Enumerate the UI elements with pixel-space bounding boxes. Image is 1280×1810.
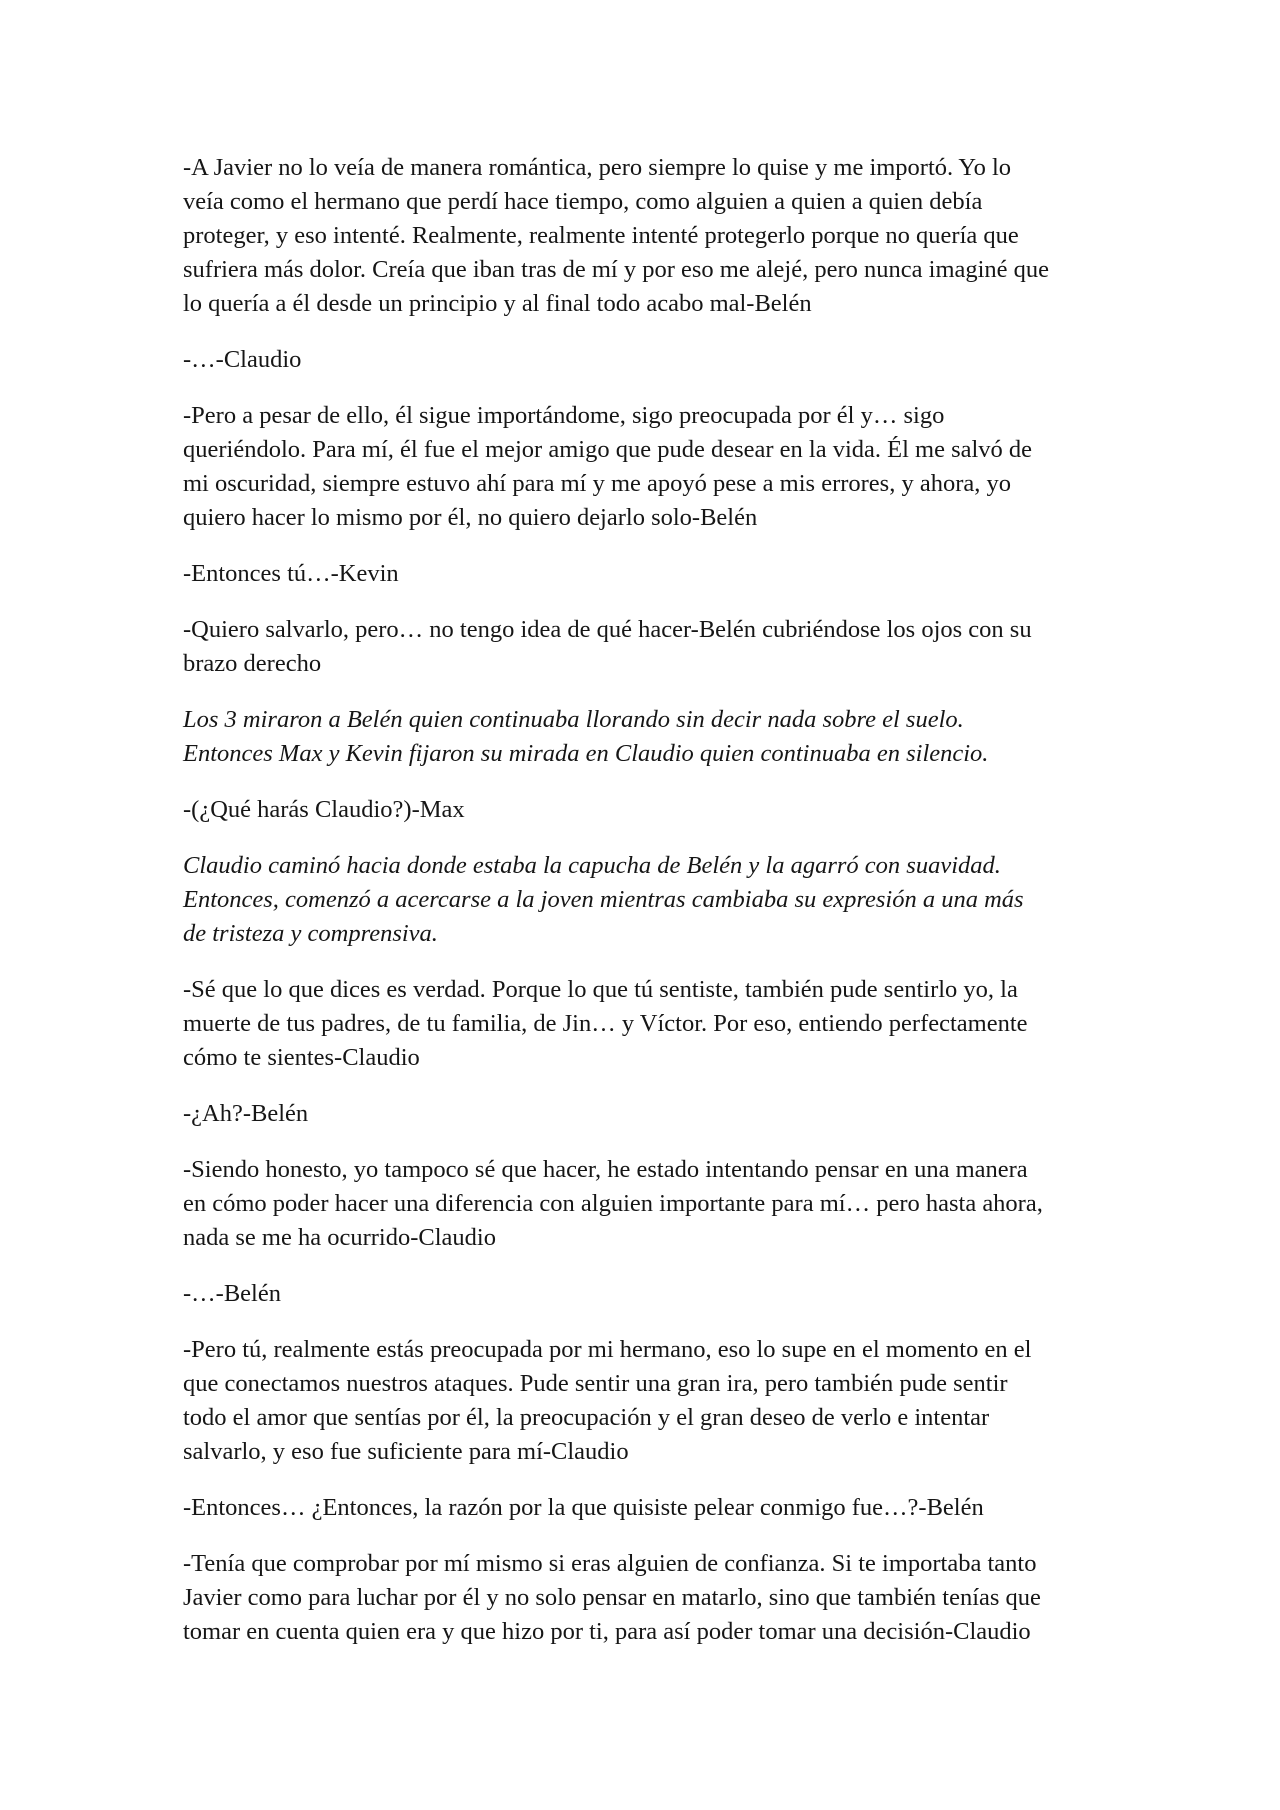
text-line: Los 3 miraron a Belén quien continuaba llorando sin decir nada sobre el suelo. [183,706,964,733]
text-line: Claudio caminó hacia donde estaba la capucha de Belén y la agarró con suavidad. [183,852,1001,879]
text-line: -Entonces… ¿Entonces, la razón por la que quisiste pelear conmigo fue…?-Belén [183,1494,984,1521]
text-line: muerte de tus padres, de tu familia, de Jin… y Víctor. Por eso, entiendo perfectamente [183,1010,1028,1037]
dialogue-paragraph [183,557,1123,591]
dialogue-paragraph [183,151,1123,321]
text-line: quiero hacer lo mismo por él, no quiero dejarlo solo-Belén [183,504,758,531]
dialogue-paragraph [183,613,1123,681]
text-line: salvarlo, y eso fue suficiente para mí-Claudio [183,1438,629,1465]
text-line: -Siendo honesto, yo tampoco sé que hacer, he estado intentando pensar en una manera [183,1156,1028,1183]
text-line: tomar en cuenta quien era y que hizo por ti, para así poder tomar una decisión-Claudio [183,1618,1031,1645]
text-line: -…-Belén [183,1280,281,1307]
text-line: veía como el hermano que perdí hace tiempo, como alguien a quien a quien debía [183,188,983,215]
text-line: -Sé que lo que dices es verdad. Porque lo que tú sentiste, también pude sentirlo yo, la [183,976,1018,1003]
text-line: sufriera más dolor. Creía que iban tras de mí y por eso me alejé, pero nunca imaginé que [183,256,1050,283]
document-body [183,151,1123,1671]
text-line: Entonces, comenzó a acercarse a la joven mientras cambiaba su expresión a una más [183,886,1024,913]
text-line: -Pero a pesar de ello, él sigue importándome, sigo preocupada por él y… sigo [183,402,945,429]
text-line: que conectamos nuestros ataques. Pude sentir una gran ira, pero también pude sentir [183,1370,1008,1397]
text-line: -A Javier no lo veía de manera romántica, pero siempre lo quise y me importó. Yo lo [183,154,1012,181]
dialogue-paragraph [183,1277,1123,1311]
text-line: de tristeza y comprensiva. [183,920,438,947]
text-line: en cómo poder hacer una diferencia con alguien importante para mí… pero hasta ahora, [183,1190,1043,1217]
text-line: -Entonces tú…-Kevin [183,560,399,587]
text-line: nada se me ha ocurrido-Claudio [183,1224,496,1251]
text-line: Entonces Max y Kevin fijaron su mirada en Claudio quien continuaba en silencio. [183,740,989,767]
dialogue-paragraph [183,1097,1123,1131]
text-line: -(¿Qué harás Claudio?)-Max [183,796,465,823]
text-line: todo el amor que sentías por él, la preocupación y el gran deseo de verlo e intentar [183,1404,990,1431]
narration-paragraph [183,849,1123,951]
dialogue-paragraph [183,1153,1123,1255]
dialogue-paragraph [183,1333,1123,1469]
dialogue-paragraph [183,793,1123,827]
text-line: brazo derecho [183,650,322,677]
text-line: Javier como para luchar por él y no solo pensar en matarlo, sino que también tenías que [183,1584,1041,1611]
text-line: -¿Ah?-Belén [183,1100,309,1127]
text-line: lo quería a él desde un principio y al final todo acabo mal-Belén [183,290,812,317]
text-line: mi oscuridad, siempre estuvo ahí para mí y me apoyó pese a mis errores, y ahora, yo [183,470,1011,497]
dialogue-paragraph [183,1547,1123,1649]
dialogue-paragraph [183,1491,1123,1525]
dialogue-paragraph [183,343,1123,377]
text-line: -Tenía que comprobar por mí mismo si eras alguien de confianza. Si te importaba tanto [183,1550,1037,1577]
text-line: -Quiero salvarlo, pero… no tengo idea de qué hacer-Belén cubriéndose los ojos con su [183,616,1032,643]
text-line: -Pero tú, realmente estás preocupada por mi hermano, eso lo supe en el momento en el [183,1336,1032,1363]
text-line: queriéndolo. Para mí, él fue el mejor amigo que pude desear en la vida. Él me salvó de [183,436,1033,463]
dialogue-paragraph [183,973,1123,1075]
text-line: cómo te sientes-Claudio [183,1044,420,1071]
text-line: proteger, y eso intenté. Realmente, realmente intenté protegerlo porque no quería que [183,222,1019,249]
dialogue-paragraph [183,399,1123,535]
narration-paragraph [183,703,1123,771]
text-line: -…-Claudio [183,346,302,373]
